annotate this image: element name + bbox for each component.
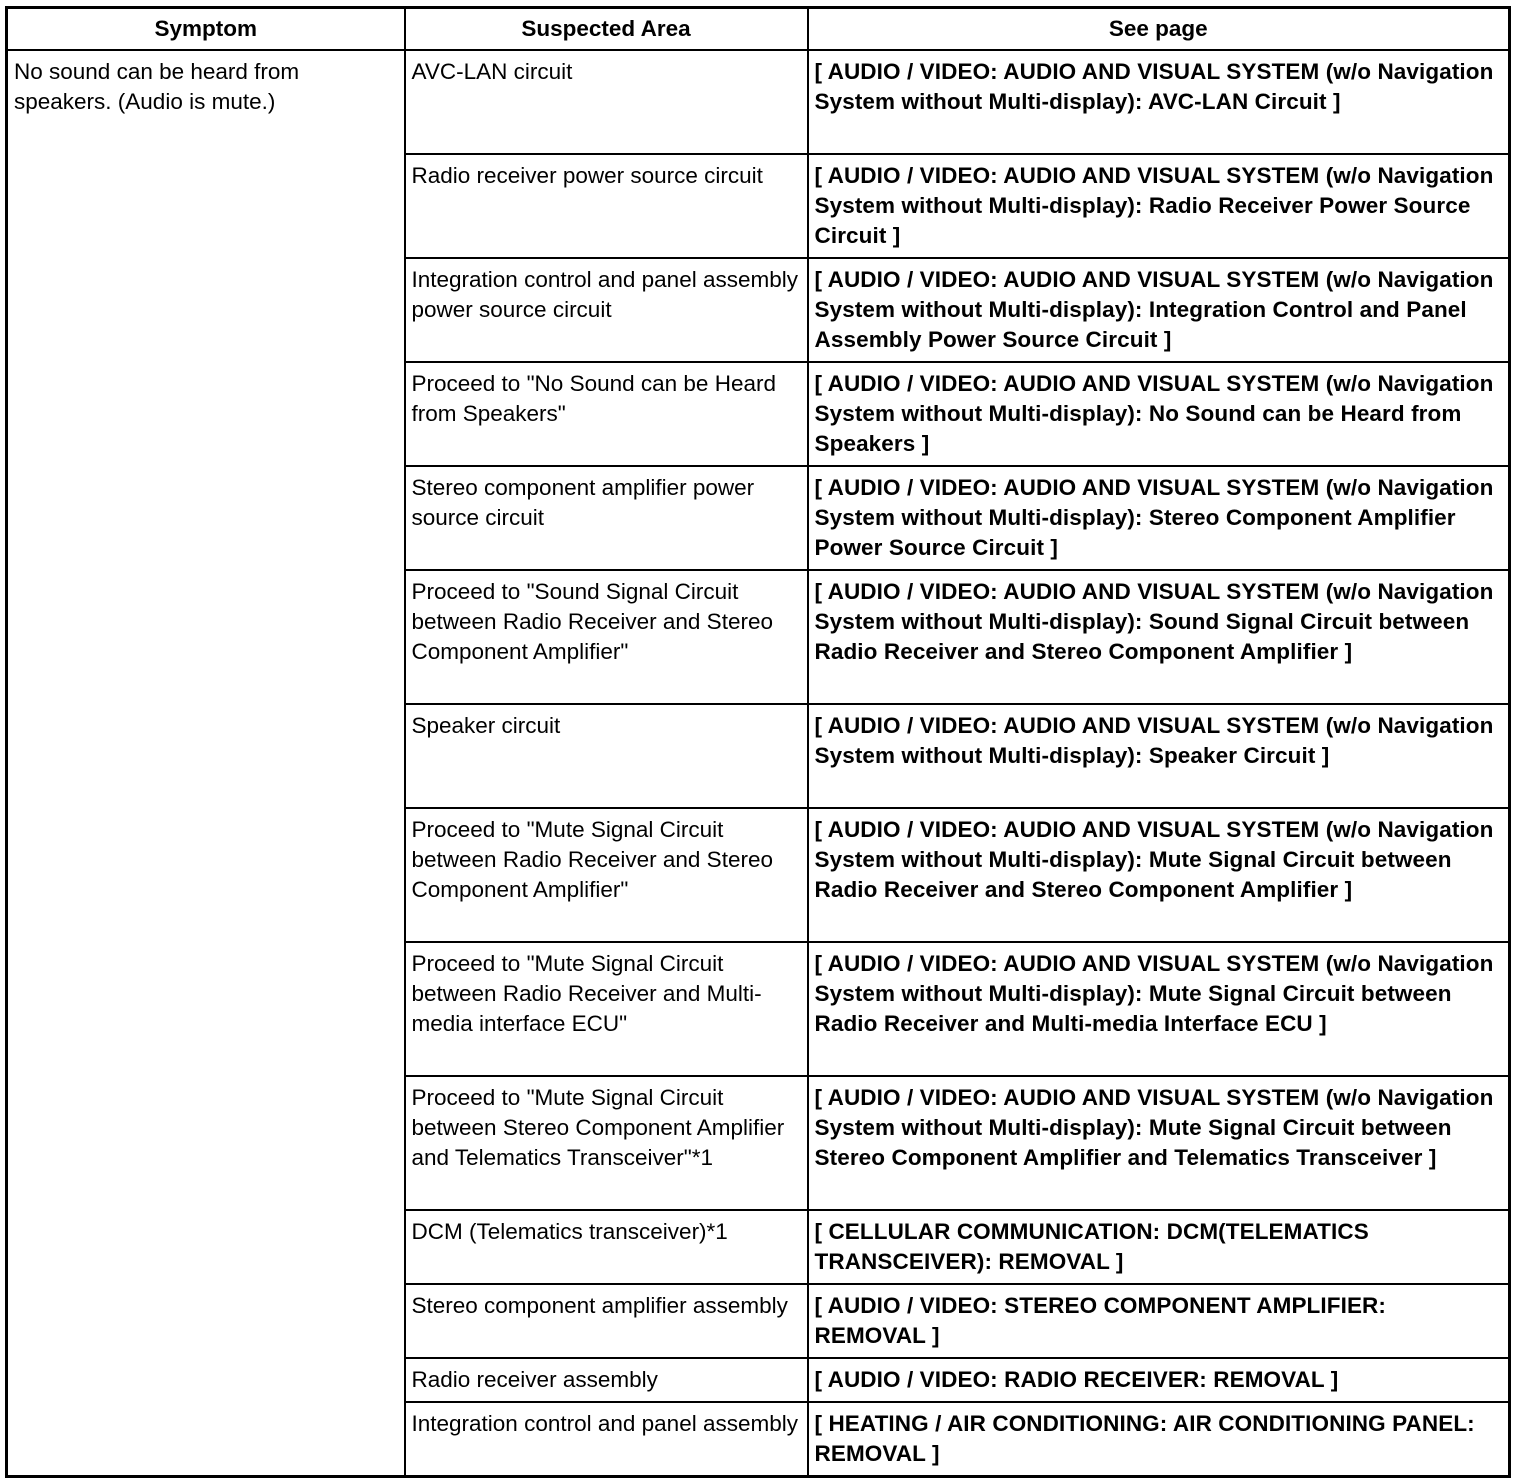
see-page-link[interactable]: [ AUDIO / VIDEO: AUDIO AND VISUAL SYSTEM (w/o Navigation System without Multi-display): Sound Signal Circuit between Radio Receiver and Stereo Component Amplifier ] (808, 570, 1510, 704)
suspected-area-cell: Radio receiver power source circuit (405, 154, 808, 258)
suspected-area-cell: DCM (Telematics transceiver)*1 (405, 1210, 808, 1284)
see-page-link[interactable]: [ AUDIO / VIDEO: STEREO COMPONENT AMPLIFIER: REMOVAL ] (808, 1284, 1510, 1358)
suspected-area-cell: Proceed to "Mute Signal Circuit between Stereo Component Amplifier and Telematics Transceiver"*1 (405, 1076, 808, 1210)
suspected-area-cell: Stereo component amplifier assembly (405, 1284, 808, 1358)
see-page-link[interactable]: [ AUDIO / VIDEO: AUDIO AND VISUAL SYSTEM (w/o Navigation System without Multi-display): Mute Signal Circuit between Stereo Component Amplifier and Telematics Transceiver ] (808, 1076, 1510, 1210)
suspected-area-cell: Proceed to "Sound Signal Circuit between Radio Receiver and Stereo Component Amplifier" (405, 570, 808, 704)
see-page-link[interactable]: [ AUDIO / VIDEO: AUDIO AND VISUAL SYSTEM (w/o Navigation System without Multi-display): Stereo Component Amplifier Power Source Circuit ] (808, 466, 1510, 570)
suspected-area-cell: Proceed to "Mute Signal Circuit between Radio Receiver and Multi-media interface ECU" (405, 942, 808, 1076)
troubleshooting-table (5, 6, 1511, 1478)
table-header-row (7, 8, 1510, 51)
see-page-link[interactable]: [ AUDIO / VIDEO: AUDIO AND VISUAL SYSTEM (w/o Navigation System without Multi-display): Integration Control and Panel Assembly Power Source Circuit ] (808, 258, 1510, 362)
see-page-link[interactable]: [ AUDIO / VIDEO: AUDIO AND VISUAL SYSTEM (w/o Navigation System without Multi-display): Mute Signal Circuit between Radio Receiver and Multi-media Interface ECU ] (808, 942, 1510, 1076)
suspected-area-cell: Integration control and panel assembly power source circuit (405, 258, 808, 362)
suspected-area-cell: Proceed to "Mute Signal Circuit between Radio Receiver and Stereo Component Amplifier" (405, 808, 808, 942)
see-page-link[interactable]: [ AUDIO / VIDEO: AUDIO AND VISUAL SYSTEM (w/o Navigation System without Multi-display): Radio Receiver Power Source Circuit ] (808, 154, 1510, 258)
suspected-area-cell: Radio receiver assembly (405, 1358, 808, 1402)
see-page-link[interactable]: [ AUDIO / VIDEO: AUDIO AND VISUAL SYSTEM (w/o Navigation System without Multi-display): AVC-LAN Circuit ] (808, 50, 1510, 154)
see-page-link[interactable]: [ AUDIO / VIDEO: RADIO RECEIVER: REMOVAL ] (808, 1358, 1510, 1402)
see-page-link[interactable]: [ CELLULAR COMMUNICATION: DCM(TELEMATICS TRANSCEIVER): REMOVAL ] (808, 1210, 1510, 1284)
header-suspected-area: Suspected Area (405, 8, 808, 51)
header-symptom: Symptom (7, 8, 405, 51)
see-page-link[interactable]: [ HEATING / AIR CONDITIONING: AIR CONDITIONING PANEL: REMOVAL ] (808, 1402, 1510, 1477)
suspected-area-cell: AVC-LAN circuit (405, 50, 808, 154)
suspected-area-cell: Stereo component amplifier power source circuit (405, 466, 808, 570)
suspected-area-cell: Integration control and panel assembly (405, 1402, 808, 1477)
suspected-area-cell: Speaker circuit (405, 704, 808, 808)
header-see-page: See page (808, 8, 1510, 51)
see-page-link[interactable]: [ AUDIO / VIDEO: AUDIO AND VISUAL SYSTEM (w/o Navigation System without Multi-display): Mute Signal Circuit between Radio Receiver and Stereo Component Amplifier ] (808, 808, 1510, 942)
suspected-area-cell: Proceed to "No Sound can be Heard from Speakers" (405, 362, 808, 466)
symptom-cell: No sound can be heard from speakers. (Audio is mute.) (7, 50, 405, 1477)
see-page-link[interactable]: [ AUDIO / VIDEO: AUDIO AND VISUAL SYSTEM (w/o Navigation System without Multi-display): No Sound can be Heard from Speakers ] (808, 362, 1510, 466)
table-row (7, 50, 1510, 154)
see-page-link[interactable]: [ AUDIO / VIDEO: AUDIO AND VISUAL SYSTEM (w/o Navigation System without Multi-display): Speaker Circuit ] (808, 704, 1510, 808)
